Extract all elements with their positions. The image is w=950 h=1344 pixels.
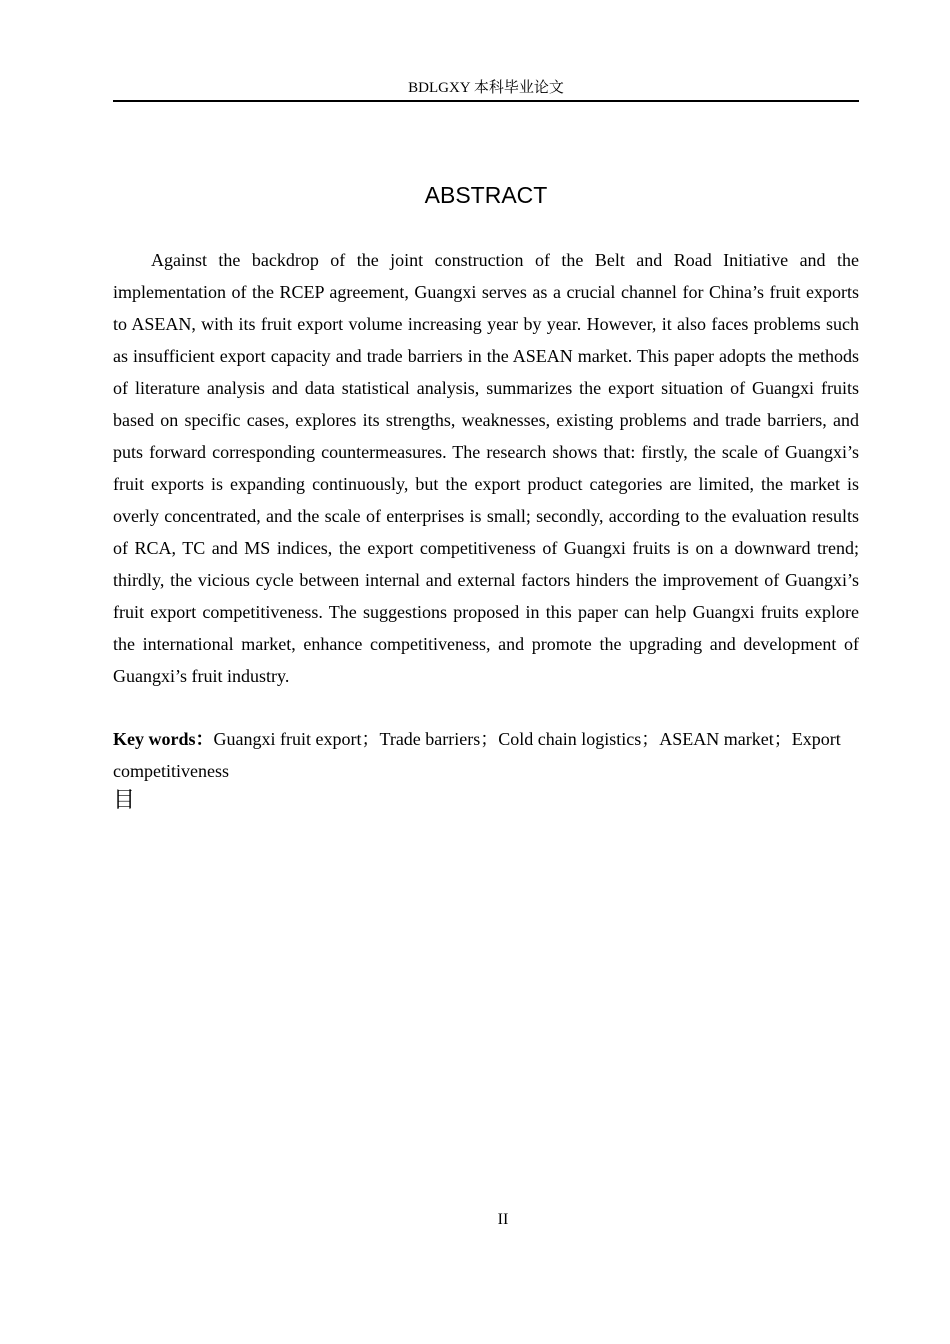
abstract-title: ABSTRACT xyxy=(424,182,548,208)
keywords-label: Key words： xyxy=(113,729,214,749)
abstract-body: Against the backdrop of the joint construction of the Belt and Road Initiative and the implementation of the RCEP agreement, Guangxi serves as a crucial channel for China’s fruit exports to ASEAN, with its fruit export volume increasing year by year. However, it also faces problems such as insufficient export capacity and trade barriers in the ASEAN market. This paper adopts the methods of literature analysis and data statistical analysis, summarizes the export situation of Guangxi fruits based on specific cases, explores its strengths, weaknesses, existing problems and trade barriers, and puts forward corresponding countermeasures. The research shows that: firstly, the scale of Guangxi’s fruit exports is expanding continuously, but the export product categories are limited, the market is overly concentrated, and the scale of enterprises is small; secondly, according to the evaluation results of RCA, TC and MS indices, the export competitiveness of Guangxi fruits is on a downward trend; thirdly, the vicious cycle between internal and external factors hinders the improvement of Guangxi’s fruit export competitiveness. The suggestions proposed in this paper can help Guangxi fruits explore the international market, enhance competitiveness, and promote the upgrading and development of Guangxi’s fruit industry. xyxy=(113,250,859,686)
page-number: II xyxy=(497,1211,509,1228)
keywords-list: Guangxi fruit export；Trade barriers；Cold chain logistics；ASEAN market；Export competitiveness xyxy=(113,729,841,781)
toc-heading-fragment: 目 xyxy=(113,788,136,813)
page-header: BDLGXY 本科毕业论文 xyxy=(408,80,564,96)
keywords xyxy=(113,723,859,787)
header-rule xyxy=(113,100,859,102)
